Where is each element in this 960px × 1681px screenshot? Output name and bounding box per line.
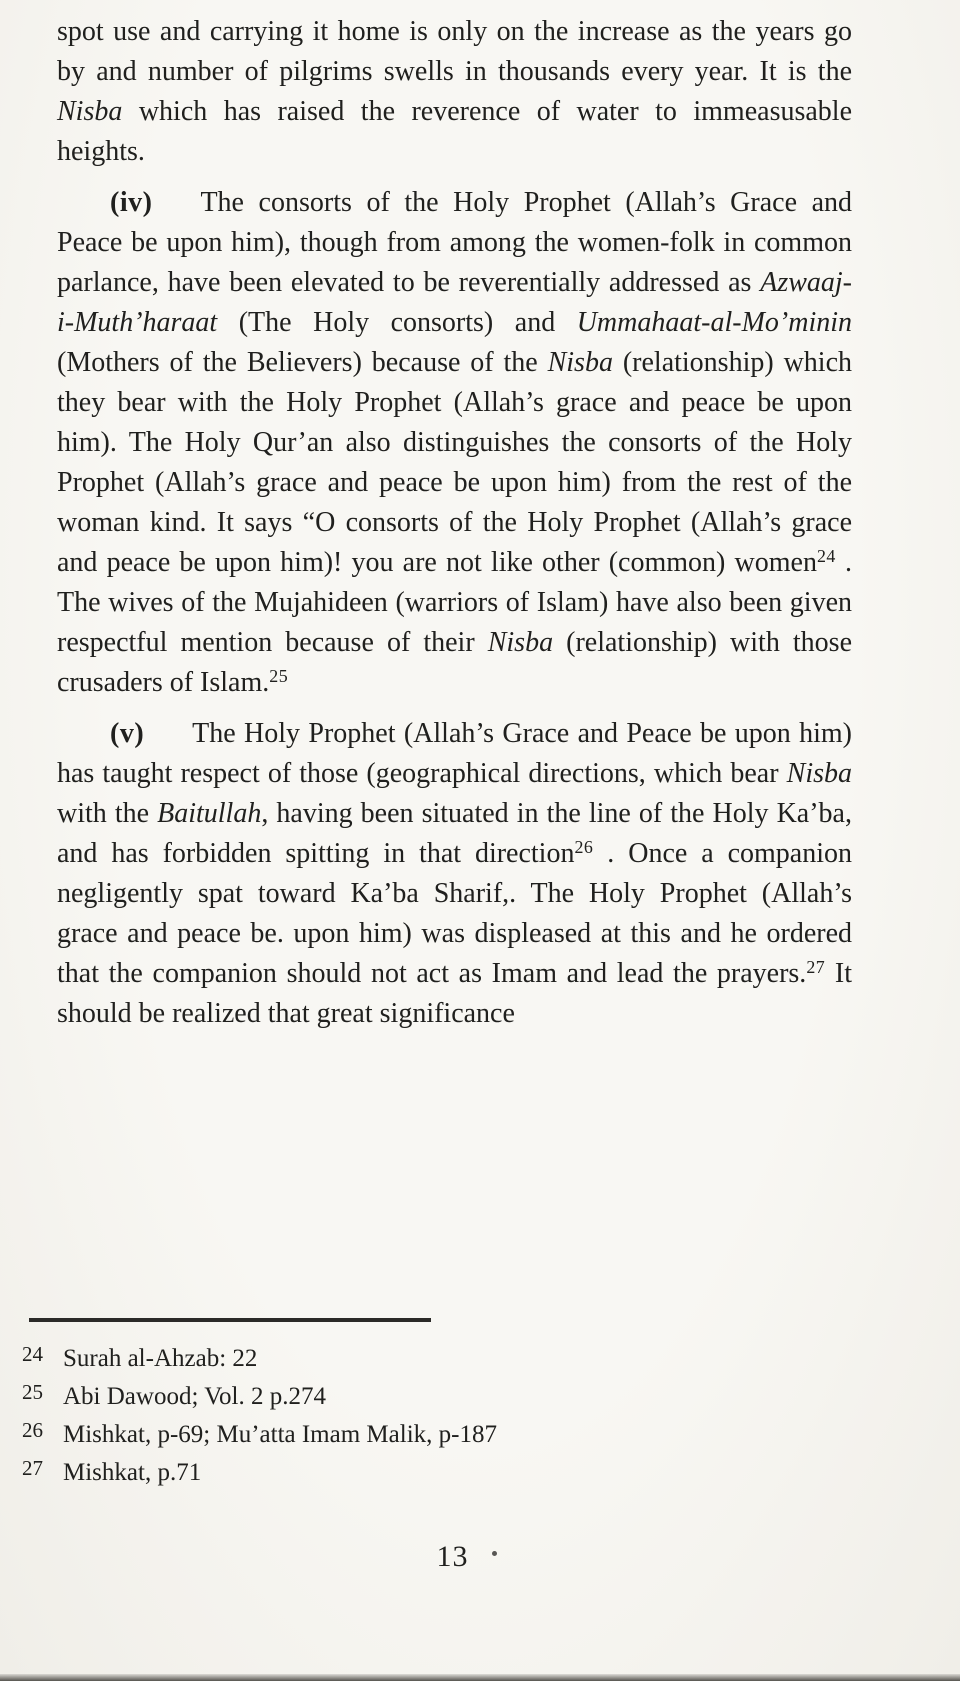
page-number: 13 <box>436 1540 469 1573</box>
paragraph-item-iv: (iv) The consorts of the Holy Prophet (Allah’s Grace and Peace be upon him), though from among the women-folk in common parlance, have been elevated to be reverentially addressed as Azwaaj-i-Muth’haraat (The Holy consorts) and Ummahaat-al-Mo’minin (Mothers of the Believers) because of the Nisba (relationship) which they bear with the Holy Prophet (Allah’s grace and peace be upon him). The Holy Qur’an also distinguishes the consorts of the Holy Prophet (Allah’s grace and peace be upon him) from the rest of the woman kind. It says “O consorts of the Holy Prophet (Allah’s grace and peace be upon him)! you are not like other (common) women$^{24}$ . The wives of the Mujahideen (warriors of Islam) have also been given respectful mention because of their Nisba (relationship) with those crusaders of Islam.$^{25}$ <box>57 187 853 698</box>
footnotes-section <box>22 1340 852 1492</box>
footnote-ref: 24 <box>816 546 836 566</box>
footnote-ref: 25 <box>269 666 289 686</box>
footnote-number: 25 <box>22 1380 43 1404</box>
footnote-ref: 26 <box>574 837 594 857</box>
footnote-ref: 27 <box>806 957 826 977</box>
footnote-24 <box>22 1340 852 1378</box>
footnote-text: Abi Dawood; Vol. 2 p.274 <box>63 1383 326 1410</box>
footnote-number: 27 <box>22 1456 43 1480</box>
footnote-separator-rule <box>29 1318 431 1322</box>
scan-bottom-edge <box>0 1674 960 1681</box>
footnote-text: Surah al-Ahzab: 22 <box>63 1345 258 1372</box>
footnote-text: Mishkat, p-69; Mu’atta Imam Malik, p-187 <box>63 1421 497 1448</box>
ink-speck <box>492 1551 497 1556</box>
footnote-26 <box>22 1416 852 1454</box>
footnote-number: 26 <box>22 1418 43 1442</box>
footnote-27 <box>22 1454 852 1492</box>
footnote-text: Mishkat, p.71 <box>63 1459 202 1486</box>
footnote-25 <box>22 1378 852 1416</box>
page-number-row <box>0 1540 905 1574</box>
footnote-number: 24 <box>22 1342 43 1366</box>
paragraph-continuation: spot use and carrying it home is only on the increase as the years go by and number of pilgrims swells in thousands every year. It is the Nisba which has raised the reverence of water to immeasusable heights. <box>57 16 852 167</box>
paragraph-item-v: (v) The Holy Prophet (Allah’s Grace and Peace be upon him) has taught respect of those (geographical directions, which bear Nisba with the Baitullah, having been situated in the line of the Holy Ka’ba, and has forbidden spitting in that direction$^{26}$ . Once a companion negligently spat toward Ka’ba Sharif,. The Holy Prophet (Allah’s grace and peace be. upon him) was displeased at this and he ordered that the companion should not act as Imam and lead the prayers.$^{27}$ It should be realized that great significance <box>57 718 852 1029</box>
